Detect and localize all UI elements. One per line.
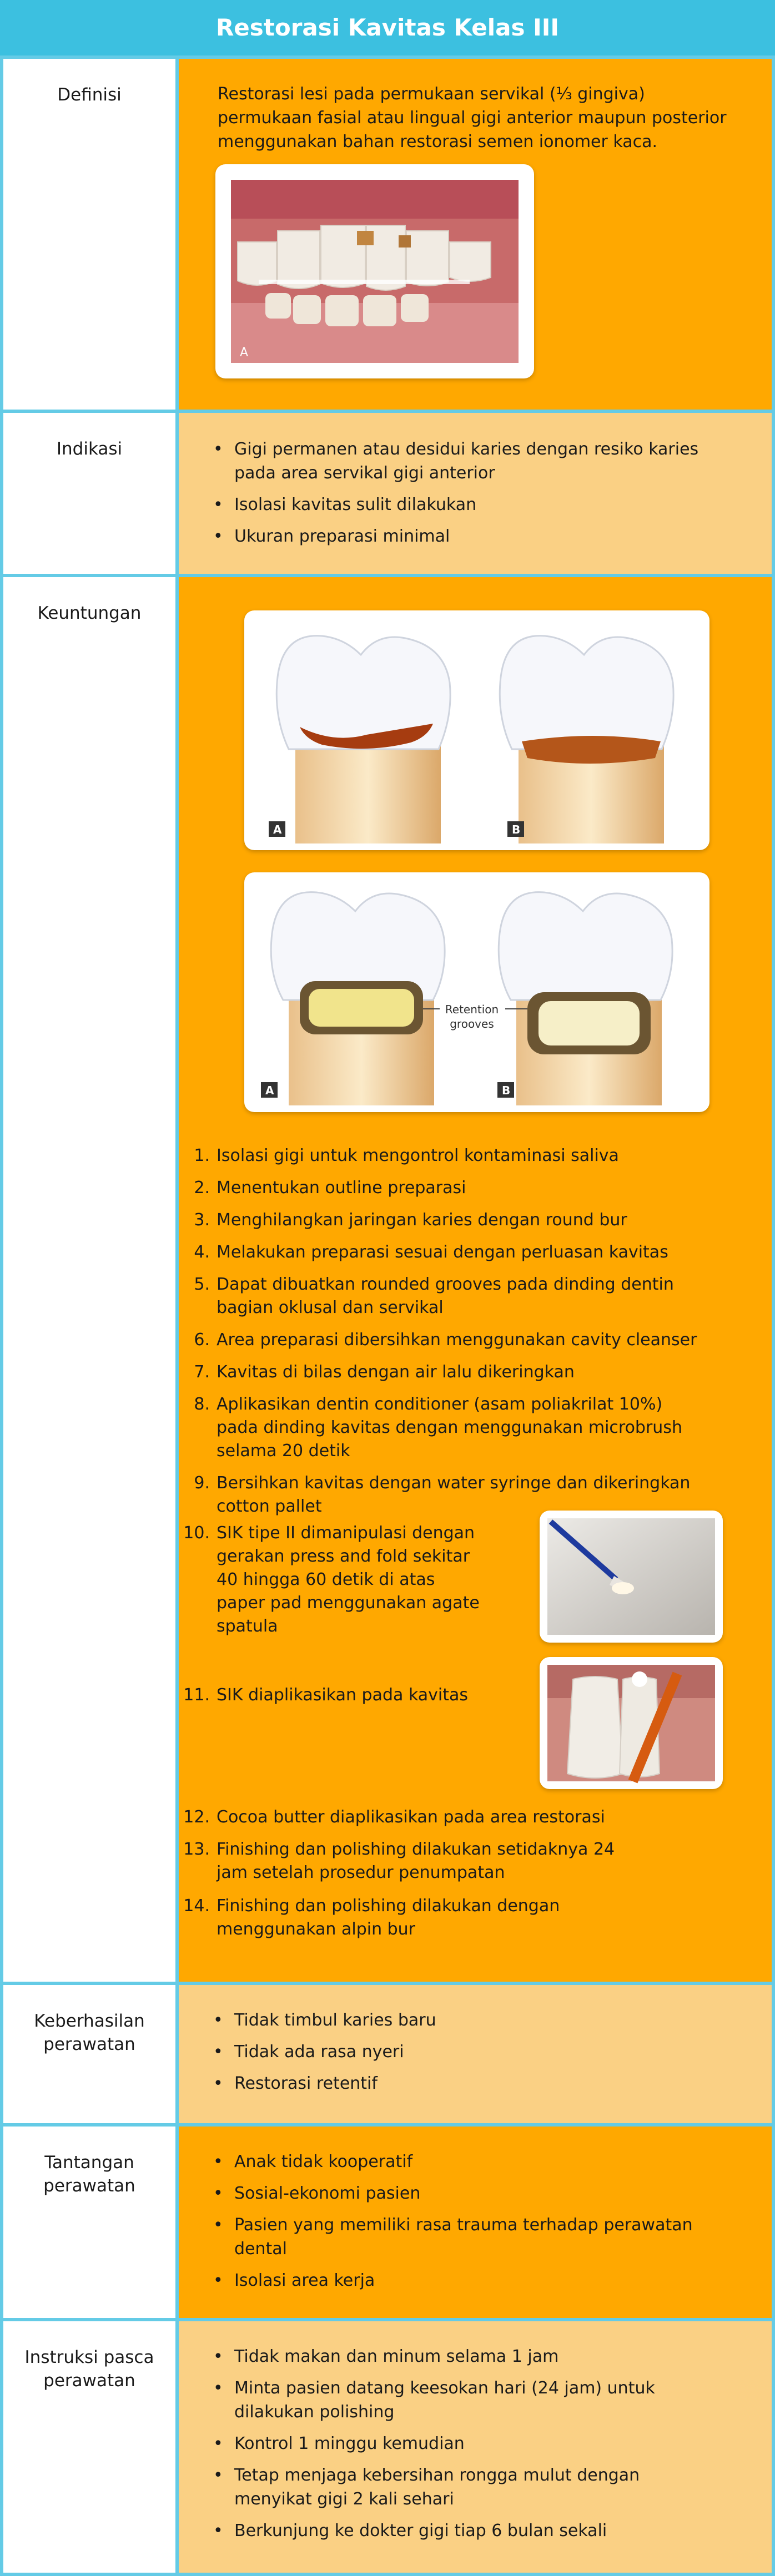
step-item: 2. Menentukan outline preparasi	[194, 1178, 466, 1198]
row-keuntungan	[3, 577, 772, 1982]
definisi-content	[179, 59, 772, 410]
list-item: • Berkunjung ke dokter gigi tiap 6 bulan sekali	[213, 2519, 768, 2543]
page-title: Restorasi Kavitas Kelas III	[0, 0, 775, 55]
mouth-photo-image	[215, 164, 534, 378]
content-table	[0, 55, 775, 2576]
diagram1-label-a: A	[273, 823, 282, 836]
step-item: 3. Menghilangkan jaringan karies dengan round bur	[194, 1210, 627, 1230]
step-item: 8. Aplikasikan dentin conditioner (asam poliakrilat 10%) pada dinding kavitas dengan menggunakan microbrush selama 20 detik	[194, 1395, 682, 1461]
list-item: • Isolasi area kerja	[213, 2269, 768, 2292]
tantangan-content	[179, 2127, 772, 2318]
step-item: 13. Finishing dan polishing dilakukan setidaknya 24 jam setelah prosedur penumpatan	[183, 1840, 615, 1882]
row-tantangan	[3, 2127, 772, 2318]
row-indikasi	[3, 413, 772, 574]
row-definisi	[3, 59, 772, 410]
step-item: 9. Bersihkan kavitas dengan water syringe dan dikeringkan cotton pallet	[194, 1473, 691, 1516]
list-item: • Tidak timbul karies baru	[213, 2008, 768, 2032]
instruksi-list	[213, 2345, 768, 2550]
list-item: • Restorasi retentif	[213, 2072, 768, 2095]
retention-label-line2: grooves	[450, 1017, 494, 1031]
application-photo	[540, 1657, 723, 1789]
step-item: 12. Cocoa butter diaplikasikan pada area restorasi	[183, 1807, 605, 1827]
tantangan-list	[213, 2150, 768, 2300]
keberhasilan-content	[179, 1985, 772, 2123]
list-item: • Tetap menjaga kebersihan rongga mulut dengan menyikat gigi 2 kali sehari	[213, 2463, 768, 2511]
retention-label-line1: Retention	[445, 1003, 499, 1016]
label-instruksi: Instruksi pasca perawatan	[3, 2321, 175, 2573]
step-item: 5. Dapat dibuatkan rounded grooves pada dinding dentin bagian oklusal dan servikal	[194, 1275, 674, 1317]
definisi-text: Restorasi lesi pada permukaan servikal (⅓ gingiva) permukaan fasial atau lingual gigi anterior maupun posterior menggunakan bahan restorasi semen ionomer kaca.	[218, 84, 727, 151]
diagram2-label-a: A	[265, 1084, 274, 1097]
keuntungan-content	[179, 577, 772, 1982]
list-item: • Tidak makan dan minum selama 1 jam	[213, 2345, 768, 2368]
label-definisi: Definisi	[3, 59, 175, 410]
step-item: 7. Kavitas di bilas dengan air lalu dikeringkan	[194, 1362, 575, 1382]
label-indikasi: Indikasi	[3, 413, 175, 574]
step-item: 14. Finishing dan polishing dilakukan dengan menggunakan alpin bur	[183, 1896, 560, 1939]
label-tantangan: Tantangan perawatan	[3, 2127, 175, 2318]
label-keberhasilan: Keberhasilan perawatan	[3, 1985, 175, 2123]
mouth-photo	[215, 164, 534, 378]
spatula-photo	[540, 1511, 723, 1643]
indikasi-content	[179, 413, 772, 574]
step-item: 10. SIK tipe II dimanipulasi dengan gerakan press and fold sekitar 40 hingga 60 detik di atas paper pad menggunakan agate spatula	[183, 1523, 480, 1636]
list-item: • Anak tidak kooperatif	[213, 2150, 768, 2174]
list-item: • Sosial-ekonomi pasien	[213, 2181, 768, 2205]
instruksi-content	[179, 2321, 772, 2573]
list-item: • Pasien yang memiliki rasa trauma terhadap perawatan dental	[213, 2213, 768, 2261]
list-item: • Isolasi kavitas sulit dilakukan	[213, 493, 768, 517]
label-keuntungan: Keuntungan	[3, 577, 175, 1982]
step-item: 4. Melakukan preparasi sesuai dengan perluasan kavitas	[194, 1242, 668, 1262]
keberhasilan-list	[213, 2008, 768, 2103]
list-item: • Tidak ada rasa nyeri	[213, 2040, 768, 2064]
diagram2-label-b: B	[502, 1084, 511, 1097]
list-item: • Kontrol 1 minggu kemudian	[213, 2432, 768, 2456]
list-item: • Gigi permanen atau desidui karies dengan resiko karies pada area servikal gigi anterior	[213, 437, 768, 485]
row-keberhasilan	[3, 1985, 772, 2123]
list-item: • Ukuran preparasi minimal	[213, 524, 768, 548]
list-item: • Minta pasien datang keesokan hari (24 jam) untuk dilakukan polishing	[213, 2376, 768, 2424]
step-item: 11. SIK diaplikasikan pada kavitas	[183, 1685, 469, 1705]
indikasi-list	[213, 437, 768, 556]
row-instruksi	[3, 2321, 772, 2573]
step-item: 6. Area preparasi dibersihkan menggunakan cavity cleanser	[194, 1330, 697, 1350]
step-item: 1. Isolasi gigi untuk mengontrol kontaminasi saliva	[194, 1146, 619, 1165]
diagram1-label-b: B	[512, 823, 521, 836]
photo-label: A	[240, 346, 249, 360]
